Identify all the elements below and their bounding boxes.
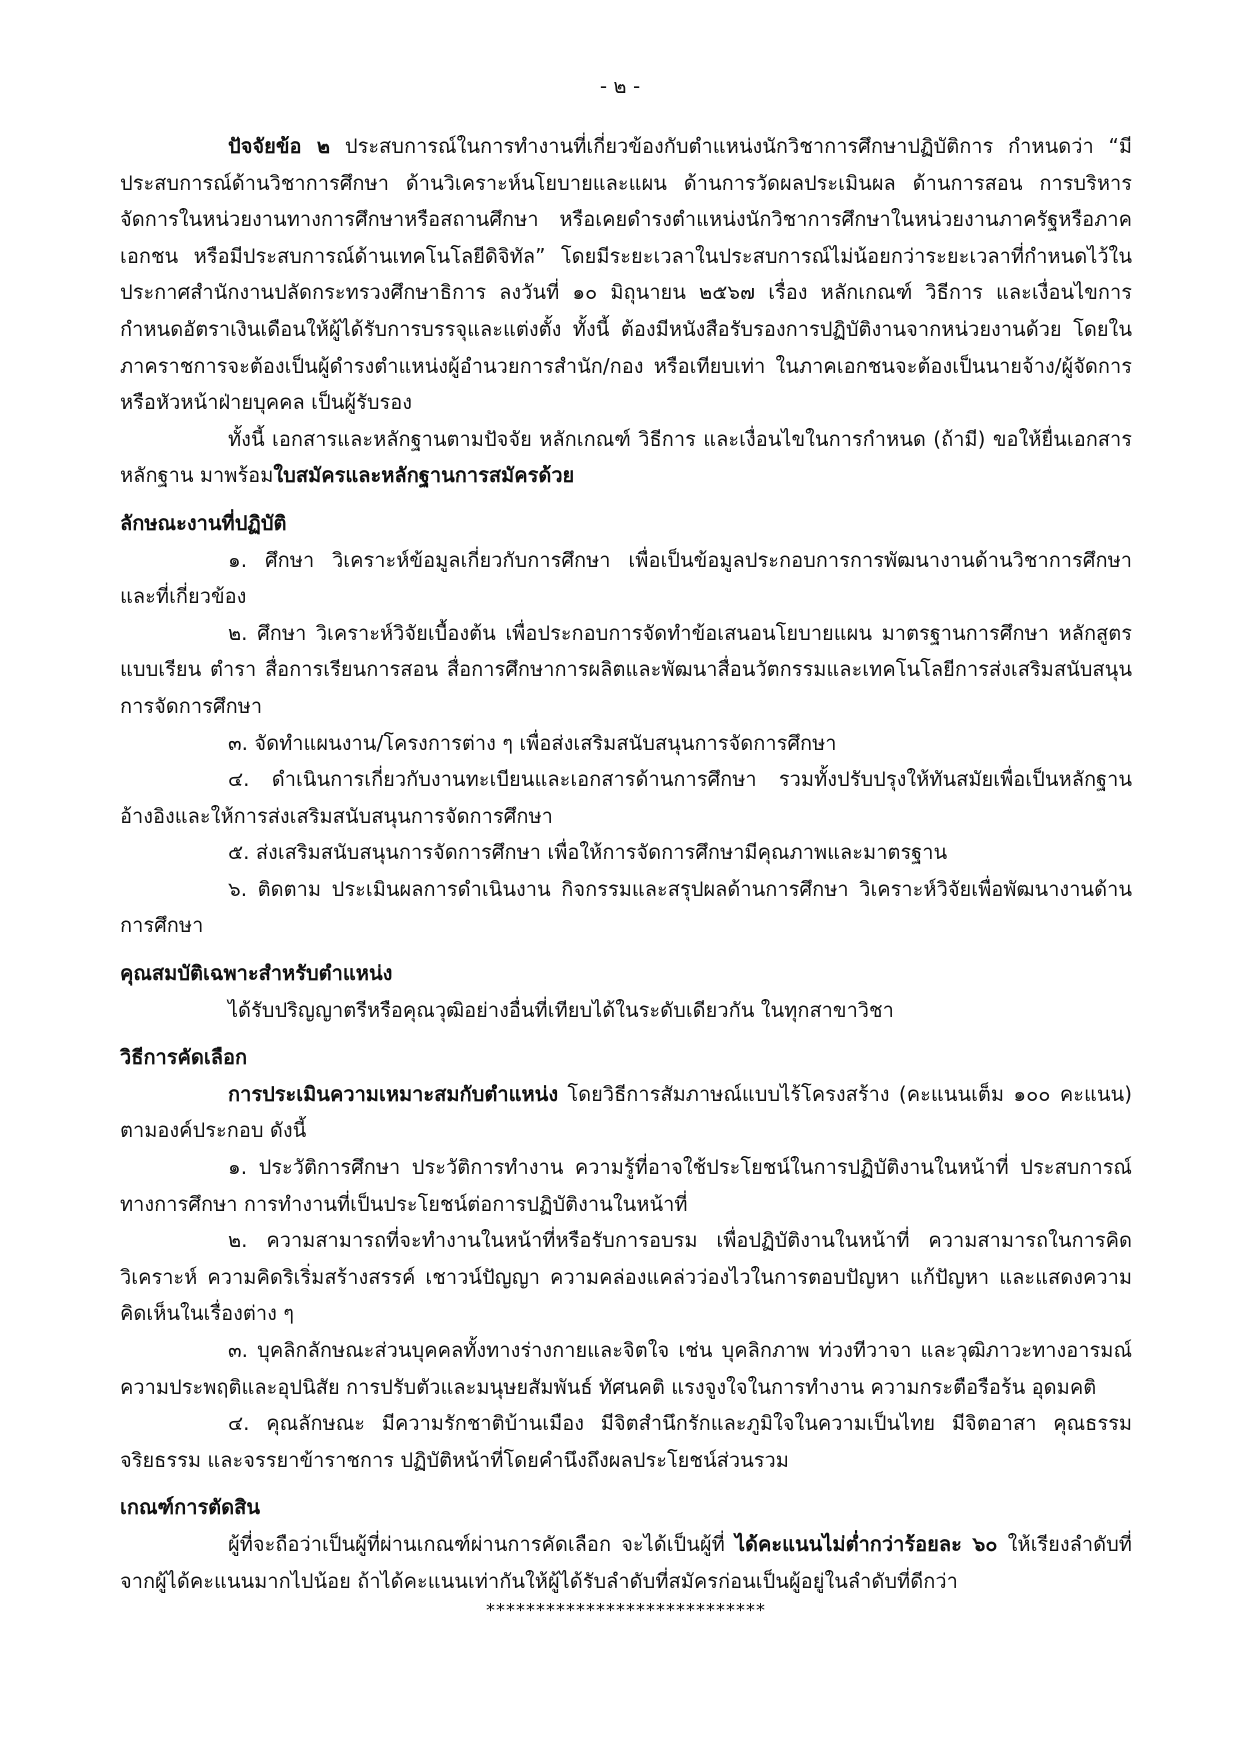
duties-heading: ลักษณะงานที่ปฏิบัติ <box>120 510 287 535</box>
documents-note-bold: ใบสมัครและหลักฐานการสมัครด้วย <box>273 463 575 488</box>
qualifications-heading: คุณสมบัติเฉพาะสำหรับตำแหน่ง <box>120 961 393 986</box>
factor2-paragraph <box>120 128 1132 421</box>
selection-intro-bold: การประเมินความเหมาะสมกับตำแหน่ง <box>228 1081 559 1106</box>
selection-item-1: ๑. ประวัติการศึกษา ประวัติการทำงาน ความรู้ที่อาจใช้ประโยชน์ในการปฏิบัติงานในหน้าที่ ประสบการณ์ทางการศึกษา การทำงานที่เป็นประโยชน์ต่อการปฏิบัติงานในหน้าที่ <box>120 1155 1132 1216</box>
criteria-text-before: ผู้ที่จะถือว่าเป็นผู้ที่ผ่านเกณฑ์ผ่านการคัดเลือก จะได้เป็นผู้ที่ <box>228 1531 735 1556</box>
document-body <box>120 128 1132 1621</box>
duty-item-6: ๖. ติดตาม ประเมินผลการดำเนินงาน กิจกรรมและสรุปผลด้านการศึกษา วิเคราะห์วิจัยเพื่อพัฒนางานด้านการศึกษา <box>120 876 1132 938</box>
duty-item-5: ๕. ส่งเสริมสนับสนุนการจัดการศึกษา เพื่อให้การจัดการศึกษามีคุณภาพและมาตรฐาน <box>228 840 948 865</box>
documents-note-text: ทั้งนี้ เอกสารและหลักฐานตามปัจจัย หลักเกณฑ์ วิธีการ และเงื่อนไขในการกำหนด (ถ้ามี) ขอให้ยื่นเอกสารหลักฐาน มาพร้อม <box>120 426 1132 488</box>
criteria-paragraph <box>120 1526 1132 1599</box>
page-number: - ๒ - <box>599 74 641 98</box>
factor2-text: ประสบการณ์ในการทำงานที่เกี่ยวข้องกับตำแหน่งนักวิชาการศึกษาปฏิบัติการ กำหนดว่า “มีประสบการณ์ด้านวิชาการศึกษา ด้านวิเคราะห์นโยบายและแผน ด้านการวัดผลประเมินผล ด้านการสอน การบริหารจัดการในหน่วยงานทางการศึกษาหรือสถานศึกษา หรือเคยดำรงตำแหน่งนักวิชาการศึกษาในหน่วยงานภาครัฐหรือภาคเอกชน หรือมีประสบการณ์ด้านเทคโนโลยีดิจิทัล” โดยมีระยะเวลาในประสบการณ์ไม่น้อยกว่าระยะเวลาที่กำหนดไว้ในประกาศสำนักงานปลัดกระทรวงศึกษาธิการ ลงวันที่ ๑๐ มิถุนายน ๒๕๖๗ เรื่อง หลักเกณฑ์ วิธีการ และเงื่อนไขการกำหนดอัตราเงินเดือนให้ผู้ได้รับการบรรจุและแต่งตั้ง ทั้งนี้ ต้องมีหนังสือรับรองการปฏิบัติงานจากหน่วยงานด้วย โดยในภาคราชการจะต้องเป็นผู้ดำรงตำแหน่งผู้อำนวยการสำนัก/กอง หรือเทียบเท่า ในภาคเอกชนจะต้องเป็นนายจ้าง/ผู้จัดการ หรือหัวหน้าฝ่ายบุคคล เป็นผู้รับรอง <box>120 134 1133 415</box>
selection-intro <box>120 1076 1132 1149</box>
end-mark: **************************** <box>486 1600 766 1622</box>
duty-item-4: ๔. ดำเนินการเกี่ยวกับงานทะเบียนและเอกสารด้านการศึกษา รวมทั้งปรับปรุงให้ทันสมัยเพื่อเป็นหลักฐานอ้างอิงและให้การส่งเสริมสนับสนุนการจัดการศึกษา <box>120 767 1132 828</box>
factor2-lead: ปัจจัยข้อ ๒ <box>228 134 331 158</box>
selection-heading: วิธีการคัดเลือก <box>120 1045 248 1070</box>
criteria-heading: เกณฑ์การตัดสิน <box>120 1495 261 1520</box>
selection-item-2: ๒. ความสามารถที่จะทำงานในหน้าที่หรือรับการอบรม เพื่อปฏิบัติงานในหน้าที่ ความสามารถในการคิดวิเคราะห์ ความคิดริเริ่มสร้างสรรค์ เชาวน์ปัญญา ความคล่องแคล่วว่องไวในการตอบปัญหา แก้ปัญหา และแสดงความคิดเห็นในเรื่องต่าง ๆ <box>120 1228 1132 1326</box>
documents-note-paragraph <box>120 421 1132 494</box>
criteria-text-after: ให้เรียงลำดับที่จากผู้ได้คะแนนมากไปน้อย ถ้าได้คะแนนเท่ากันให้ผู้ได้รับลำดับที่สมัครก่อนเป็นผู้อยู่ในลำดับที่ดีกว่า <box>120 1531 1132 1593</box>
duty-item-2: ๒. ศึกษา วิเคราะห์วิจัยเบื้องต้น เพื่อประกอบการจัดทำข้อเสนอนโยบายแผน มาตรฐานการศึกษา หลักสูตรแบบเรียน ตำรา สื่อการเรียนการสอน สื่อการศึกษาการผลิตและพัฒนาสื่อนวัตกรรมและเทคโนโลยีการส่งเสริมสนับสนุนการจัดการศึกษา <box>120 620 1132 718</box>
duty-item-3: ๓. จัดทำแผนงาน/โครงการต่าง ๆ เพื่อส่งเสริมสนับสนุนการจัดการศึกษา <box>228 730 837 755</box>
selection-intro-text: โดยวิธีการสัมภาษณ์แบบไร้โครงสร้าง (คะแนนเต็ม ๑๐๐ คะแนน) ตามองค์ประกอบ ดังนี้ <box>120 1081 1132 1143</box>
duty-item-1: ๑. ศึกษา วิเคราะห์ข้อมูลเกี่ยวกับการศึกษา เพื่อเป็นข้อมูลประกอบการการพัฒนางานด้านวิชาการศึกษาและที่เกี่ยวข้อง <box>120 547 1132 609</box>
criteria-bold: ได้คะแนนไม่ต่ำกว่าร้อยละ ๖๐ <box>734 1531 998 1556</box>
selection-item-3: ๓. บุคลิกลักษณะส่วนบุคคลทั้งทางร่างกายและจิตใจ เช่น บุคลิกภาพ ท่วงทีวาจา และวุฒิภาวะทางอารมณ์ ความประพฤติและอุปนิสัย การปรับตัวและมนุษยสัมพันธ์ ทัศนคติ แรงจูงใจในการทำงาน ความกระตือรือร้น อุดมคติ <box>120 1338 1132 1399</box>
qualifications-text: ได้รับปริญญาตรีหรือคุณวุฒิอย่างอื่นที่เทียบได้ในระดับเดียวกัน ในทุกสาขาวิชา <box>228 997 894 1022</box>
selection-item-4: ๔. คุณลักษณะ มีความรักชาติบ้านเมือง มีจิตสำนึกรักและภูมิใจในความเป็นไทย มีจิตอาสา คุณธรรม จริยธรรม และจรรยาข้าราชการ ปฏิบัติหน้าที่โดยคำนึงถึงผลประโยชน์ส่วนรวม <box>120 1411 1132 1472</box>
